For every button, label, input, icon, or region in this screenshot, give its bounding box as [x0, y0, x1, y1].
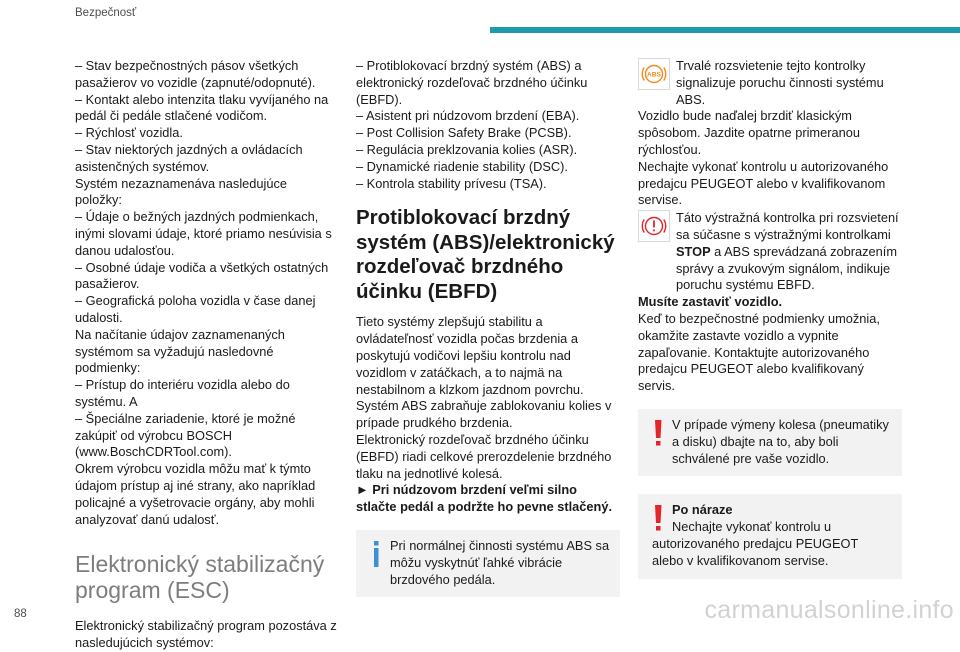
paragraph: Okrem výrobcu vozidla môžu mať k týmto údajom prístup aj iné strany, ako napríklad policajné a vyšetrovacie orgány, aby mohli analyzovať danú udalosť.	[75, 461, 316, 527]
wheel-warning-note	[638, 409, 902, 476]
brake-lamp-block	[638, 210, 902, 294]
list-item: – Stav bezpečnostných pásov všetkých pasažierov vo vozidle (zapnuté/odopnuté).	[75, 58, 316, 90]
paragraph: Vozidlo bude naďalej brzdiť klasickým spôsobom. Jazdite opatrne primeranou rýchlosťou.	[638, 108, 860, 157]
column-3	[638, 58, 902, 579]
must-stop-text: Musíte zastaviť vozidlo.	[638, 294, 783, 310]
list-item: – Post Collision Safety Brake (PCSB).	[356, 125, 572, 141]
svg-text:ABS: ABS	[647, 71, 661, 79]
abs-lamp-text: Trvalé rozsvietenie tejto kontrolky signalizuje poruchu činnosti systému ABS.	[676, 58, 884, 107]
list-item: – Údaje o bežných jazdných podmienkach, inými slovami údaje, ktoré priamo nesúvisia s danou udalosťou.	[75, 209, 332, 258]
paragraph: Nechajte vykonať kontrolu u autorizovaného predajcu PEUGEOT alebo v kvalifikovanom servise.	[638, 158, 889, 208]
list-item: – Asistent pri núdzovom brzdení (EBA).	[356, 108, 580, 124]
list-item: – Regulácia preklzovania kolies (ASR).	[356, 141, 578, 157]
column-2	[356, 58, 620, 597]
list-item: – Protiblokovací brzdný systém (ABS) a elektronický rozdeľovač brzdného účinku (EBFD).	[356, 58, 588, 107]
emergency-instruction: ► Pri núdzovom brzdení veľmi silno stlačte pedál a podržte ho pevne stlačený.	[356, 482, 613, 515]
list-item: – Osobné údaje vodiča a všetkých ostatných pasažierov.	[75, 259, 329, 292]
wheel-note-text: V prípade výmeny kolesa (pneumatiky a disku) dbajte na to, aby boli schválené pre vaše vozidlo.	[672, 416, 889, 466]
watermark: carmanualsonline.info	[704, 596, 954, 624]
list-item: – Dynamické riadenie stability (DSC).	[356, 158, 568, 174]
paragraph: Systém nezaznamenáva nasledujúce položky:	[75, 175, 287, 208]
list-item: – Prístup do interiéru vozidla alebo do systému. A	[75, 377, 290, 409]
exclamation-icon	[650, 503, 666, 533]
impact-warning-note	[638, 494, 902, 578]
paragraph: Elektronický stabilizačný program pozostáva z nasledujúcich systémov:	[75, 618, 337, 651]
brake-lamp-text-a: Táto výstražná kontrolka pri rozsvietení sa súčasne s výstražnými kontrolkami	[676, 210, 899, 242]
paragraph: Tieto systémy zlepšujú stabilitu a ovládateľnosť vozidla počas brzdenia a poskytujú vodičovi lepšiu kontrolu nad vozidlom v zatáčkach, a to najmä na nestabilnom a klzkom jazdnom povrchu.	[356, 314, 584, 397]
paragraph: Keď to bezpečnostné podmienky umožnia, okamžite zastavte vozidlo a vypnite zapaľovanie. Kontaktujte autorizovaného predajcu PEUGEOT alebo kvalifikovaný servis.	[638, 310, 880, 394]
esc-heading: Elektronický stabilizačný program (ESC)	[75, 551, 325, 604]
list-item: – Kontakt alebo intenzita tlaku vyvíjaného na pedál či pedále stlačené vodičom.	[75, 91, 329, 124]
list-item: – Rýchlosť vozidla.	[75, 125, 183, 141]
info-note-text: Pri normálnej činnosti systému ABS sa môžu vyskytnúť ľahké vibrácie brzdového pedála.	[390, 537, 610, 587]
list-item: – Špeciálne zariadenie, ktoré je možné zakúpiť od výrobcu BOSCH (www.BoschCDRTool.com).	[75, 410, 296, 460]
paragraph: Elektronický rozdeľovač brzdného účinku (EBFD) riadi celkové prerozdelenie brzdného tlaku na jednotlivé kolesá.	[356, 431, 612, 481]
brake-lamp-text-b: a ABS sprevádzaná zobrazením správy a zvukovým signálom, indikuje poruchu systému EBFD.	[676, 243, 897, 293]
info-icon	[368, 539, 384, 569]
list-item: – Kontrola stability prívesu (TSA).	[356, 175, 547, 191]
paragraph: Systém ABS zabraňuje zablokovaniu kolies v prípade prudkého brzdenia.	[356, 398, 612, 431]
list-item: – Geografická poloha vozidla v čase danej udalosti.	[75, 293, 316, 325]
page-number: 88	[14, 608, 27, 620]
impact-note-body: Nechajte vykonať kontrolu u autorizovaného predajcu PEUGEOT alebo v kvalifikovanom servise.	[652, 519, 859, 568]
info-note	[356, 530, 620, 597]
impact-note-title: Po náraze	[672, 502, 733, 518]
brake-lamp-text	[638, 210, 902, 294]
exclamation-icon	[650, 418, 666, 448]
brake-warning-icon	[638, 210, 670, 242]
header-accent-bar	[490, 27, 960, 33]
impact-note-text	[652, 519, 892, 569]
list-item: – Stav niektorých jazdných a ovládacích asistenčných systémov.	[75, 141, 303, 174]
abs-lamp-block	[638, 58, 902, 108]
stop-lamp-label: STOP	[676, 243, 711, 259]
section-title: Bezpečnosť	[75, 7, 137, 19]
abs-heading: Protiblokovací brzdný systém (ABS)/elektronický rozdeľovač brzdného účinku (EBFD)	[356, 206, 615, 303]
paragraph: Na načítanie údajov zaznamenaných systémom sa vyžadujú nasledovné podmienky:	[75, 326, 285, 376]
abs-warning-icon	[638, 58, 670, 90]
column-1	[75, 58, 337, 652]
